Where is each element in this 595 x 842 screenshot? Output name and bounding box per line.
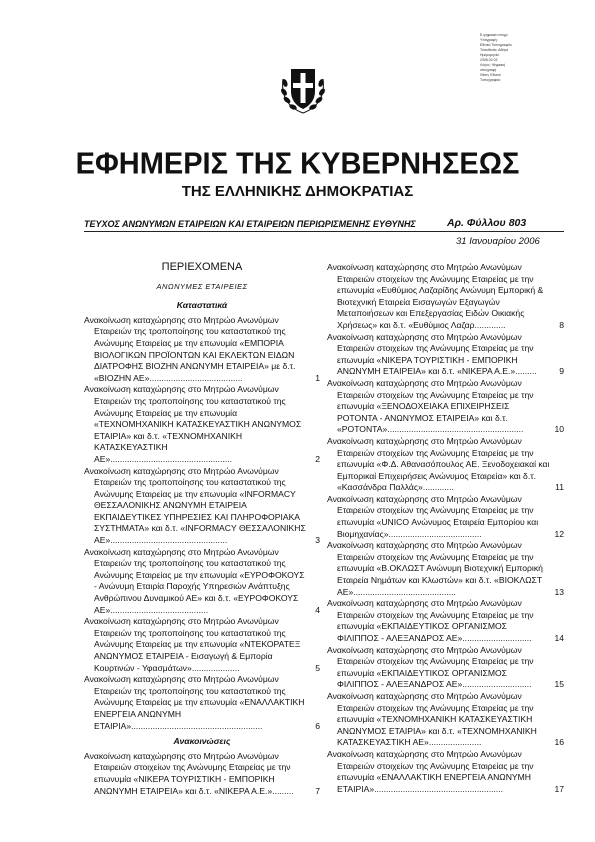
toc-heading: ΠΕΡΙΕΧΟΜΕΝΑ — [161, 261, 243, 273]
toc-entry[interactable] — [327, 378, 564, 436]
toc-entry[interactable] — [327, 332, 564, 378]
stamp-line: Θέση: Εθνικό — [480, 73, 501, 77]
toc-entry-page-number: 12 — [554, 528, 564, 539]
toc-entry-page-number: 10 — [554, 424, 564, 435]
group-title-statutes: Καταστατικά — [176, 300, 228, 311]
toc-entry-page-number: 7 — [315, 785, 320, 796]
stamp-line: Ημερομηνία: — [480, 53, 500, 57]
toc-entry-text: Ανακοίνωση καταχώρησης στο Μητρώο Ανωνύμων Εταιρειών της τροποποίησης του καταστατικού της Ανώνυμης Εταιρείας με την επωνυμία «ΕΝΑΛΛΑΚΤΙΚΗ ΕΝΕΡΓΕΙΑ ΑΝΩΝΥΜΗ ΕΤΑΙΡΙΑ»....................................................... — [84, 674, 305, 731]
toc-entry-text: Ανακοίνωση καταχώρησης στο Μητρώο Ανωνύμων Εταιρειών στοιχείων της Ανώνυμης Εταιρείας με την επωνυμία «Φ.Δ. Αθανασόπουλος ΑΕ. Ξενοδοχειακαί και Εμπορικαί Επιχειρήσεις Ανώνυμος Εταιρεία» και δ.τ. «Κασσάνδρα Παλλάς»............. — [327, 435, 550, 493]
toc-entry-page-number: 17 — [554, 783, 564, 794]
toc-entry[interactable] — [84, 547, 320, 617]
toc-entry-text: Ανακοίνωση καταχώρησης στο Μητρώο Ανωνύμων Εταιρειών της τροποποίησης του καταστατικού της Ανώνυμης Εταιρείας με την επωνυμία «INFORMACY ΘΕΣΣΑΛΟΝΙΚΗΣ ΑΝΩΝΥΜΗ ΕΤΑΙΡΕΙΑ ΕΚΠΑΙΔΕΥΤΙΚΕΣ ΥΠΗΡΕΣΙΕΣ ΚΑΙ ΠΛΗΡΟΦΟΡΙΑΚΑ ΣΥΣΤΗΜΑΤΑ» και δ.τ. «INFORMACY ΘΕΣΣΑΛΟΝΙΚΗΣ ΑΕ»................................................. — [84, 465, 306, 546]
toc-entry-page-number: 13 — [554, 586, 564, 597]
toc-entry-text: Ανακοίνωση καταχώρησης στο Μητρώο Ανωνύμων Εταιρειών της τροποποίησης του καταστατικού της Ανώνυμης Εταιρείας με την επωνυμία «ΝΤΕΚΟΡΑΤΕΞ ΑΝΩΝΥΜΟΣ ΕΤΑΙΡΕΙΑ - Εισαγωγή & Εμπορία Κουρτινών - Υφασμάτων».................... — [84, 616, 301, 673]
toc-entry-page-number: 16 — [554, 737, 564, 748]
issue-number: Αρ. Φύλλου 803 — [447, 217, 527, 229]
toc-entry[interactable] — [327, 645, 564, 691]
toc-entry-page-number: 1 — [315, 372, 320, 383]
toc-list-announcements-continued — [327, 262, 564, 795]
toc-entry-page-number: 15 — [554, 679, 564, 690]
toc-entry-page-number: 9 — [559, 366, 564, 377]
toc-entry[interactable] — [327, 691, 564, 749]
toc-entry-text: Ανακοίνωση καταχώρησης στο Μητρώο Ανωνύμων Εταιρειών της τροποποίησης του καταστατικού της Ανώνυμης Εταιρείας με την επωνυμία «ΕΜΠΟΡΙΑ ΒΙΟΛΟΓΙΚΩΝ ΠΡΟΪΟΝΤΩΝ ΚΑΙ ΕΚΛΕΚΤΩΝ ΕΙΔΩΝ ΔΙΑΤΡΟΦΗΣ ΒΙΟΖΗΝ ΑΝΩΝΥΜΗ ΕΤΑΙΡΕΙΑ» με δ.τ. «ΒΙΟΖΗΝ ΑΕ»....................................... — [84, 314, 296, 383]
toc-left-column — [84, 262, 320, 797]
group-title-announcements: Ανακοινώσεις — [173, 736, 231, 747]
toc-entry[interactable] — [327, 598, 564, 644]
toc-entry-text: Ανακοίνωση καταχώρησης στο Μητρώο Ανωνύμων Εταιρειών στοιχείων της Ανώνυμης Εταιρείας με την επωνυμία «ΕΚΠΑΙΔΕΥΤΙΚΟΣ ΟΡΓΑΝΙΣΜΟΣ ΦΙΛΙΠΠΟΣ - ΑΛΕΞΑΝΔΡΟΣ ΑΕ»............................. — [327, 598, 534, 643]
stamp-line: Τυπογραφείο — [480, 78, 501, 82]
toc-list-announcements — [84, 751, 320, 797]
toc-entry-text: Ανακοίνωση καταχώρησης στο Μητρώο Ανωνύμων Εταιρειών στοιχείων της Ανώνυμης Εταιρείας με την επωνυμία «Β.ΟΚΛΩΣΤ Ανώνυμη Βιοτεχνική Εμπορική Εταιρεία Νημάτων και Κλωστών» και δ.τ. «ΒΙΟΚΛΩΣΤ ΑΕ»........................................... — [327, 540, 543, 597]
toc-entry[interactable] — [84, 384, 320, 465]
toc-entry[interactable] — [84, 466, 320, 547]
toc-entry-text: Ανακοίνωση καταχώρησης στο Μητρώο Ανωνύμων Εταιρειών στοιχείων της Ανώνυμης Εταιρείας με την επωνυμία «ΕΚΠΑΙΔΕΥΤΙΚΟΣ ΟΡΓΑΝΙΣΜΟΣ ΦΙΛΙΠΠΟΣ - ΑΛΕΞΑΝΔΡΟΣ ΑΕ»............................. — [327, 644, 534, 690]
series-label: ΤΕΥΧΟΣ ΑΝΩΝΥΜΩΝ ΕΤΑΙΡΕΙΩΝ ΚΑΙ ΕΤΑΙΡΕΙΩΝ ΠΕΡΙΩΡΙΣΜΕΝΗΣ ΕΥΘΥΝΗΣ — [84, 219, 416, 229]
toc-entry-text: Ανακοίνωση καταχώρησης στο Μητρώο Ανωνύμων Εταιρειών της τροποποίησης του καταστατικού της Ανώνυμης Εταιρείας με την επωνυμία «ΕΥΡΟΦΟΚΟΥΣ - Ανώνυμη Εταιρία Παροχής Υπηρεσιών Ανάπτυξης Ανθρώπινου Δυναμικού ΑΕ» και δ.τ. «ΕΥΡΟΦΟΚΟΥΣ ΑΕ»......................................... — [84, 546, 305, 615]
toc-entry-text: Ανακοίνωση καταχώρησης στο Μητρώο Ανωνύμων Εταιρειών στοιχείων της Ανώνυμης Εταιρείας με την επωνυμία «ΤΕΧΝΟΜΗΧΑΝΙΚΗ ΚΑΤΑΣΚΕΥΑΣΤΙΚΗ ΑΝΩΝΥΜΟΣ ΕΤΑΙΡΙΑ» και δ.τ. «ΤΕΧΝΟΜΗΧΑΝΙΚΗ ΚΑΤΑΣΚΕΥΑΣΤΙΚΗ ΑΕ»...................... — [327, 690, 537, 748]
toc-entry[interactable] — [84, 616, 320, 674]
toc-entry[interactable] — [327, 749, 564, 795]
gazette-subtitle: ΤΗΣ ΕΛΛΗΝΙΚΗΣ ΔΗΜΟΚΡΑΤΙΑΣ — [181, 183, 414, 200]
stamp-line: υπογραφή — [480, 68, 497, 72]
toc-entry-page-number: 4 — [315, 604, 320, 615]
digital-signature-stamp — [480, 33, 542, 83]
stamp-line: Υπογραφή: — [480, 38, 498, 42]
toc-entry-page-number: 8 — [559, 319, 564, 330]
toc-list-statutes — [84, 315, 320, 732]
toc-entry-text: Ανακοίνωση καταχώρησης στο Μητρώο Ανωνύμων Εταιρειών στοιχείων της Ανώνυμης Εταιρείας με την επωνυμία «ΕΝΑΛΛΑΚΤΙΚΗ ΕΝΕΡΓΕΙΑ ΑΝΩΝΥΜΗ ΕΤΑΙΡΙΑ»...................................................... — [327, 748, 534, 794]
toc-subheading: ΑΝΩΝΥΜΕΣ ΕΤΑΙΡΕΙΕΣ — [156, 281, 248, 291]
gazette-title: ΕΦΗΜΕΡΙΣ ΤΗΣ ΚΥΒΕΡΝΗΣΕΩΣ — [75, 147, 520, 181]
toc-entry-text: Ανακοίνωση καταχώρησης στο Μητρώο Ανωνύμων Εταιρειών στοιχείων της Ανώνυμης Εταιρείας με την επωνυμία «ΝΙΚΕΡΑ ΤΟΥΡΙΣΤΙΚΗ - ΕΜΠΟΡΙΚΗ ΑΝΩΝΥΜΗ ΕΤΑΙΡΕΙΑ» και δ.τ. «ΝΙΚΕΡΑ Α.Ε.»......... — [327, 331, 537, 377]
stamp-line: Λόγος: Ψηφιακή — [480, 63, 506, 67]
toc-entry-page-number: 3 — [315, 535, 320, 546]
toc-entry[interactable] — [84, 674, 320, 732]
toc-entry[interactable] — [327, 494, 564, 540]
toc-right-column — [327, 262, 564, 795]
stamp-line: Τοποθεσία: Αθήνα — [480, 48, 509, 52]
toc-entry[interactable] — [327, 540, 564, 598]
issue-date: 31 Ιανουαρίου 2006 — [456, 236, 540, 247]
stamp-line: Εθνικό Τυπογραφείο — [480, 43, 512, 47]
toc-entry-page-number: 2 — [315, 453, 320, 464]
toc-entry-page-number: 14 — [554, 633, 564, 643]
toc-entry-text: Ανακοίνωση καταχώρησης στο Μητρώο Ανωνύμων Εταιρειών στοιχείων της Ανώνυμης Εταιρείας με την επωνυμία «Ευθύμιος Λαζαρίδης Ανώνυμη Εμπορική & Βιοτεχνική Εταιρεία Εισαγωγών Εξαγωγών Μεταποιήσεων και Επεξεργασίας Ειδών Οικιακής Χρήσεως» και δ.τ. «Ευθύμιος Λαζαρ............. — [327, 262, 544, 330]
toc-entry-page-number: 11 — [555, 482, 564, 493]
header-rule — [84, 231, 564, 232]
toc-entry[interactable] — [84, 315, 320, 385]
coat-of-arms-seal — [279, 61, 327, 119]
toc-entry-page-number: 5 — [315, 662, 320, 673]
toc-entry-text: Ανακοίνωση καταχώρησης στο Μητρώο Ανωνύμων Εταιρειών της τροποποίησης του καταστατικού της Ανώνυμης Εταιρείας με την επωνυμία «ΤΕΧΝΟΜΗΧΑΝΙΚΗ ΚΑΤΑΣΚΕΥΑΣΤΙΚΗ ΑΝΩΝΥΜΟΣ ΕΤΑΙΡΙΑ» και δ.τ. «ΤΕΧΝΟΜΗΧΑΝΙΚΗ ΚΑΤΑΣΚΕΥΑΣΤΙΚΗ ΑΕ»................................................... — [84, 384, 302, 464]
stamp-line: Ε.ψηφιακά υπογρ. — [480, 33, 509, 37]
toc-entry[interactable] — [84, 751, 320, 797]
stamp-line: 2006.02.02 — [480, 58, 498, 62]
toc-entry-text: Ανακοίνωση καταχώρησης στο Μητρώο Ανωνύμων Εταιρειών στοιχείων της Ανώνυμης Εταιρείας με την επωνυμία «ΝΙΚΕΡΑ ΤΟΥΡΙΣΤΙΚΗ - ΕΜΠΟΡΙΚΗ ΑΝΩΝΥΜΗ ΕΤΑΙΡΕΙΑ» και δ.τ. «ΝΙΚΕΡΑ Α.Ε.»......... — [84, 750, 294, 796]
toc-entry[interactable] — [327, 436, 564, 494]
toc-entry-text: Ανακοίνωση καταχώρησης στο Μητρώο Ανωνύμων Εταιρειών στοιχείων της Ανώνυμης Εταιρείας με την επωνυμία «UNICO Ανώνυμος Εταιρεία Εμπορίου και Βιομηχανίας»....................................... — [327, 493, 539, 539]
toc-entry[interactable] — [327, 262, 564, 332]
toc-entry-page-number: 6 — [315, 720, 320, 731]
toc-entry-text: Ανακοίνωση καταχώρησης στο Μητρώο Ανωνύμων Εταιρειών στοιχείων της Ανώνυμης Εταιρείας με την επωνυμία «ΞΕΝΟΔΟΧΕΙΑΚΑ ΕΠΙΧΕΙΡΗΣΕΙΣ ΡΟΤΟΝΤΑ - ΑΝΩΝΥΜΟΣ ΕΤΑΙΡΕΙΑ» και δ.τ. «ΡΟΤΟΝΤΑ»......................................................... — [327, 377, 534, 435]
